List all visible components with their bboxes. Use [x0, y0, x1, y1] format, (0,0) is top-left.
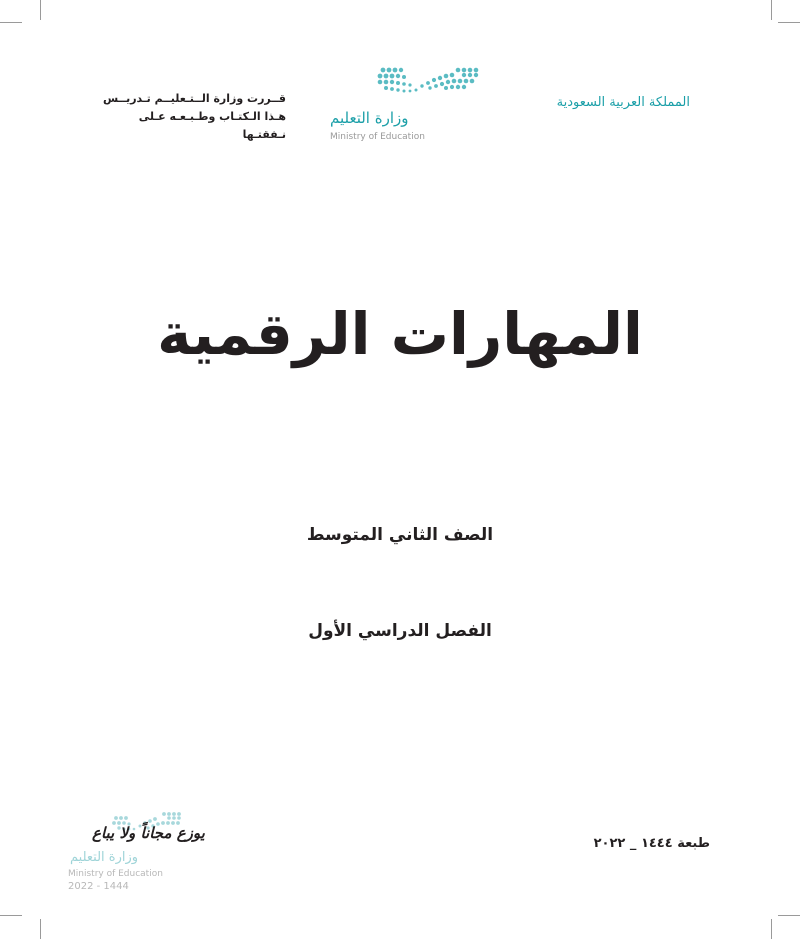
ministry-name-en: Ministry of Education — [330, 132, 425, 142]
crop-mark-left-top — [0, 22, 22, 23]
approval-line-2: هـذا الـكتـاب وطـبـعـه عـلى نـفقتـها — [138, 110, 286, 141]
grade-label: الصف الثاني المتوسط — [306, 525, 494, 545]
book-title: المهارات الرقمية — [157, 300, 643, 368]
ministry-name-ar: وزارة التعليم — [330, 109, 409, 127]
stamp-ministry-name-en: Ministry of Education — [68, 869, 163, 879]
crop-mark-bottom-left — [40, 919, 41, 939]
free-distribution-stamp: يوزع مجاناً ولا يباع — [92, 824, 205, 842]
crop-mark-top-left — [40, 0, 41, 20]
approval-line-1: قــررت وزارة الــتـعليــم تـدريــس — [103, 92, 286, 105]
edition-label: طبعة ١٤٤٤ _ ٢٠٢٢ — [593, 836, 710, 851]
approval-statement — [102, 90, 286, 144]
stamp-year: 2022 - 1444 — [68, 881, 129, 892]
crop-mark-right-bottom — [778, 915, 800, 916]
crop-mark-left-bottom — [0, 915, 22, 916]
crop-mark-top-right — [771, 0, 772, 20]
kingdom-label: المملكة العربية السعودية — [556, 95, 690, 110]
semester-label: الفصل الدراسي الأول — [308, 621, 492, 641]
stamp-ministry-name-ar: وزارة التعليم — [70, 850, 139, 865]
crop-mark-bottom-right — [771, 919, 772, 939]
crop-mark-right-top — [778, 22, 800, 23]
